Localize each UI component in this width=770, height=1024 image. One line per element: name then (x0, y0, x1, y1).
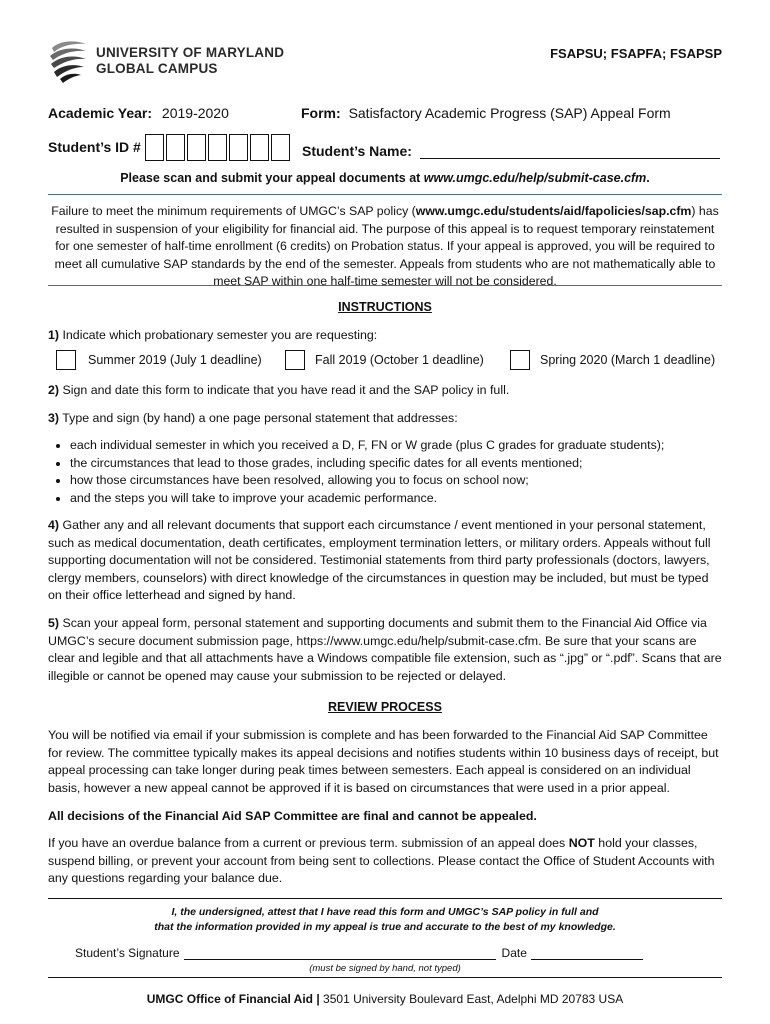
signature-note: (must be signed by hand, not typed) (309, 963, 461, 974)
step-4 (48, 517, 724, 605)
balance-paragraph (48, 835, 724, 888)
summer-checkbox[interactable] (56, 350, 76, 370)
scan-instruction-prefix: Please scan and submit your appeal documents at (120, 171, 424, 185)
student-name-row (302, 143, 720, 159)
academic-year (48, 105, 229, 121)
sap-policy-link[interactable]: www.umgc.edu/students/aid/fapolicies/sap.cfm (415, 204, 692, 218)
university-logo-icon (46, 38, 90, 84)
balance-text-emphasis: NOT (568, 836, 595, 850)
signature-row (75, 946, 643, 960)
bullet-item: • how those circumstances have been resolved, allowing you to focus on school now; (70, 472, 724, 490)
student-name-label: Student’s Name: (302, 143, 412, 159)
step-5-number: 5) (48, 616, 60, 630)
step-4-number: 4) (48, 518, 60, 532)
semester-option-spring[interactable] (510, 350, 715, 370)
step-4-text: Gather any and all relevant documents that support each circumstance / event mentioned in your personal statement, such as medical documentation, death certificates, employment termination letters, or military orders. Appeals without full supporting documentation will not be considered. Testimonial statements from third party professionals (doctors, lawyers, clergy members, counselors) with direct knowledge of the circumstances in question may be included, but must be typed on their office letterhead and signed by hand. (48, 518, 711, 603)
attestation-top-rule (48, 898, 722, 899)
semester-option-summer[interactable] (56, 350, 262, 370)
balance-text-end: hold your classes, suspend billing, or prevent your account from being sent to collections. Please contact the Office of Student Accounts with any questions regarding your balance due. (48, 836, 715, 886)
instructions-heading: INSTRUCTIONS (338, 300, 432, 314)
bullet-item: • and the steps you will take to improve your academic performance. (70, 490, 724, 508)
footer (0, 992, 770, 1006)
student-id-digit[interactable] (166, 134, 185, 161)
balance-text-start: If you have an overdue balance from a current or previous term. submission of an appeal does (48, 836, 569, 850)
academic-year-value: 2019-2020 (161, 105, 229, 121)
student-id-row (48, 133, 292, 161)
semester-option-label: Spring 2020 (March 1 deadline) (540, 353, 716, 367)
footer-separator: | (316, 992, 320, 1006)
bullet-item: • each individual semester in which you received a D, F, FN or W grade (plus C grades for graduate students); (70, 437, 724, 455)
student-id-digit[interactable] (250, 134, 269, 161)
semester-option-label: Fall 2019 (October 1 deadline) (315, 353, 484, 367)
step-5 (48, 615, 724, 685)
student-id-boxes (145, 134, 292, 161)
scan-instruction (0, 171, 770, 185)
university-name (96, 45, 284, 77)
fall-checkbox[interactable] (285, 350, 305, 370)
form-codes: FSAPSU; FSAPFA; FSAPSP (550, 46, 722, 61)
footer-address: 3501 University Boulevard East, Adelphi MD 20783 USA (323, 992, 624, 1006)
signature-field[interactable] (184, 947, 496, 960)
step-2-text: Sign and date this form to indicate that you have read it and the SAP policy in full. (59, 383, 510, 397)
university-name-line2: GLOBAL CAMPUS (96, 61, 218, 76)
step-3 (48, 410, 724, 428)
step-3-number: 3) (48, 411, 60, 425)
semester-option-fall[interactable] (285, 350, 484, 370)
spring-checkbox[interactable] (510, 350, 530, 370)
signature-label: Student’s Signature (75, 946, 180, 960)
student-id-label: Student’s ID # (48, 139, 141, 155)
student-name-field[interactable] (420, 144, 720, 159)
form-label: Form: (301, 105, 341, 121)
attestation-statement (0, 905, 770, 934)
attestation-bottom-rule (48, 977, 722, 978)
date-label: Date (501, 946, 527, 960)
step-2-number: 2) (48, 383, 60, 397)
scan-instruction-suffix: . (646, 171, 650, 185)
review-paragraph: You will be notified via email if your submission is complete and has been forwarded to the Financial Aid SAP Committee for review. The committee typically makes its appeal decisions and notifies students within 10 business days of receipt, but appeal processing can take longer during peak times between semesters. Each appeal is considered on an individual basis, however a new appeal cannot be approved if it is based on circumstances that were used in a prior appeal. (48, 728, 719, 795)
policy-notice (48, 194, 722, 286)
notice-prefix: Failure to meet the minimum requirements of UMGC’s SAP policy ( (51, 204, 416, 218)
student-id-digit[interactable] (271, 134, 290, 161)
student-id-digit[interactable] (187, 134, 206, 161)
step-5-text: Scan your appeal form, personal statement and supporting documents and submit them to the Financial Aid Office via UMGC’s secure document submission page, https://www.umgc.edu/help/submit-case.cfm. Be sure that your scans are clear and legible and that all attachments have a Windows compatible file extension, such as “.jpg” or “.pdf”. Scans that are illegible or cannot be opened may cause your submission to be rejected or delayed. (48, 616, 722, 683)
review-heading: REVIEW PROCESS (328, 700, 442, 714)
step-3-text: Type and sign (by hand) a one page personal statement that addresses: (59, 411, 458, 425)
form-title (301, 105, 671, 121)
step-1-number: 1) (48, 328, 60, 342)
student-id-digit[interactable] (145, 134, 164, 161)
step-1 (48, 327, 724, 345)
final-decision-statement: All decisions of the Financial Aid SAP Committee are final and cannot be appealed. (48, 809, 537, 823)
academic-year-label: Academic Year: (48, 105, 153, 121)
university-name-line1: UNIVERSITY OF MARYLAND (96, 45, 285, 60)
attestation-line-1: I, the undersigned, attest that I have read this form and UMGC’s SAP policy in full and (171, 906, 599, 918)
semester-option-label: Summer 2019 (July 1 deadline) (88, 353, 262, 367)
step-2 (48, 382, 724, 400)
statement-bullets (48, 437, 724, 507)
notice-text: ) has resulted in suspension of your eligibility for financial aid. The purpose of this appeal is to request temporary reinstatement for one semester of half-time enrollment (6 credits) on Probation status. If your appeal is approved, you will be required to meet all cumulative SAP standards by the end of the semester. Appeals from students who are not mathematically able to meet SAP within one half-time semester will not be considered. (54, 204, 719, 288)
form-value: Satisfactory Academic Progress (SAP) Appeal Form (348, 105, 671, 121)
student-id-digit[interactable] (208, 134, 227, 161)
step-1-text: Indicate which probationary semester you are requesting: (59, 328, 378, 342)
submit-case-link[interactable]: www.umgc.edu/help/submit-case.cfm (423, 171, 647, 185)
date-field[interactable] (531, 947, 643, 960)
attestation-line-2: that the information provided in my appeal is true and accurate to the best of my knowledge. (154, 920, 616, 933)
footer-office: UMGC Office of Financial Aid (146, 992, 313, 1006)
bullet-item: • the circumstances that lead to those grades, including specific dates for all events mentioned; (70, 455, 724, 473)
student-id-digit[interactable] (229, 134, 248, 161)
